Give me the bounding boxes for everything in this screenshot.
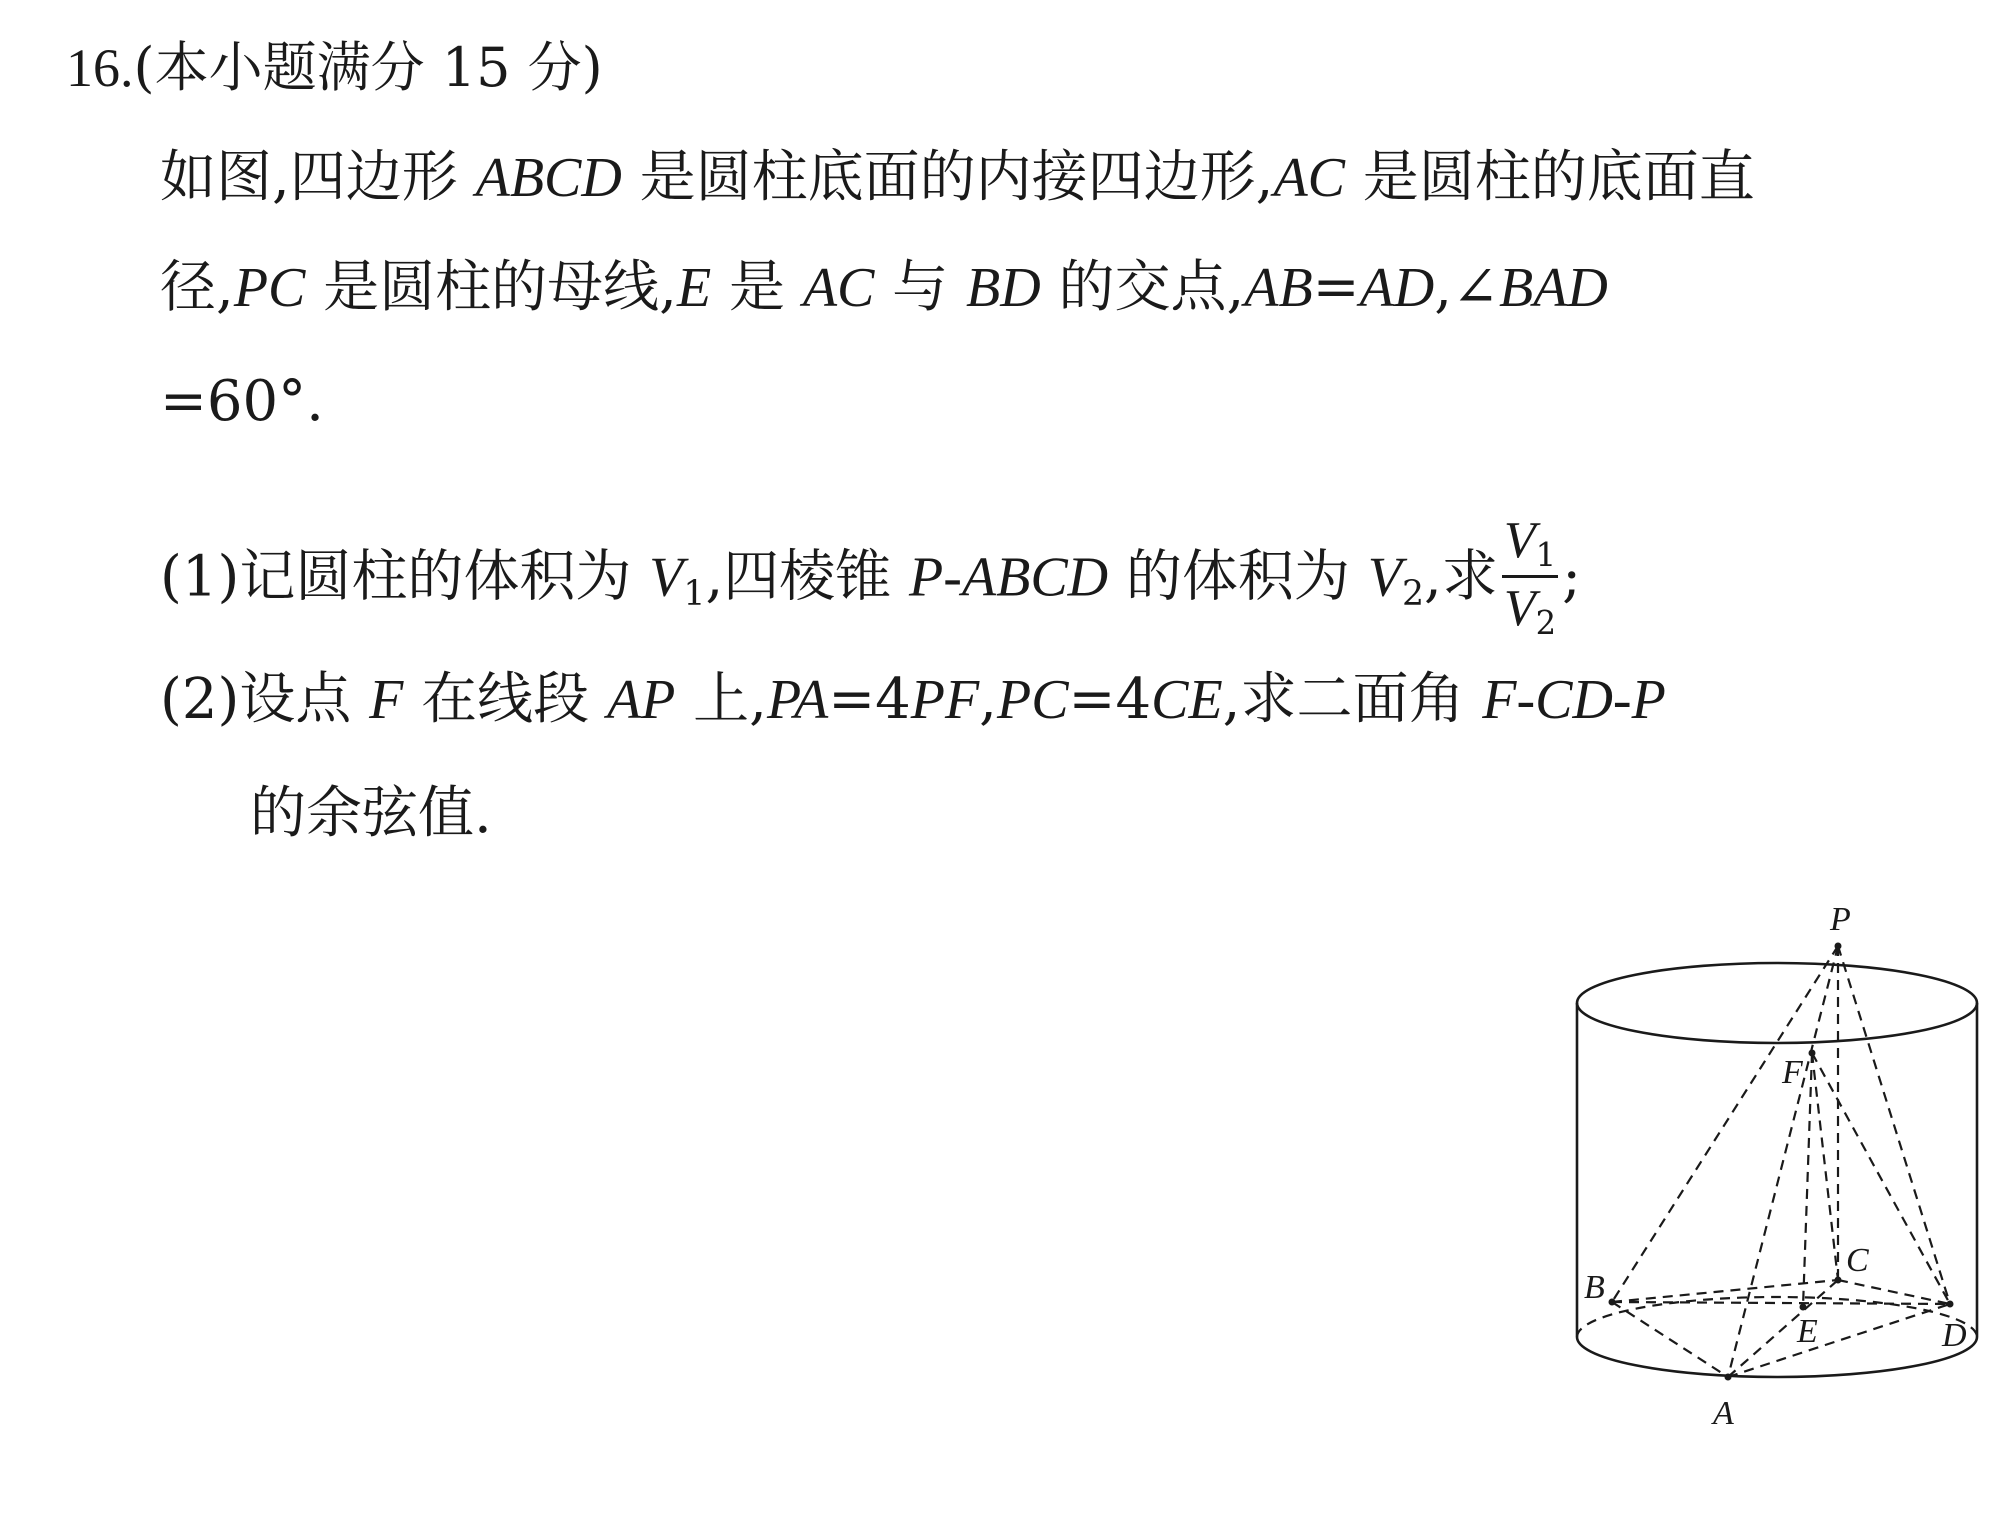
text: ,求二面角 bbox=[1222, 667, 1483, 732]
text: =60°. bbox=[160, 369, 324, 434]
math: V bbox=[1367, 546, 1402, 609]
text: ; bbox=[1562, 544, 1581, 610]
math: E bbox=[676, 257, 712, 319]
text: 是圆柱底面的内接四边形, bbox=[621, 145, 1274, 210]
problem-header bbox=[66, 36, 603, 100]
diagonal-BD bbox=[1612, 1302, 1950, 1304]
edge-PA bbox=[1728, 946, 1838, 1377]
math: V bbox=[1503, 512, 1536, 569]
edge-BA bbox=[1612, 1302, 1728, 1377]
point-F bbox=[1809, 1050, 1816, 1057]
text: ,四棱锥 bbox=[705, 544, 910, 610]
text: 是 bbox=[711, 255, 803, 320]
subscript: 2 bbox=[1401, 573, 1425, 614]
segment-FE bbox=[1803, 1053, 1812, 1307]
math: F-CD-P bbox=[1482, 669, 1666, 731]
subscript: 1 bbox=[683, 573, 706, 614]
subscript: 2 bbox=[1535, 604, 1557, 643]
point-E bbox=[1800, 1304, 1807, 1311]
point-C bbox=[1835, 1277, 1842, 1284]
intro-line-2 bbox=[160, 256, 1608, 320]
problem-number: 16. bbox=[66, 38, 134, 98]
cylinder-top-ellipse bbox=[1577, 963, 1977, 1043]
text: 的体积为 bbox=[1108, 544, 1368, 610]
intro-line-3 bbox=[160, 370, 324, 434]
cylinder-bottom-front-arc bbox=[1577, 1337, 1977, 1377]
math: AC bbox=[1273, 147, 1345, 209]
segment-FD bbox=[1812, 1053, 1950, 1304]
text: =4 bbox=[828, 667, 911, 732]
part-1 bbox=[160, 512, 1581, 644]
math: V bbox=[1503, 580, 1536, 638]
intro-line-1 bbox=[160, 146, 1755, 210]
fraction-numerator bbox=[1502, 514, 1558, 578]
text: , bbox=[979, 667, 997, 732]
label-E: E bbox=[1797, 1313, 1818, 1350]
fraction-v1-over-v2 bbox=[1502, 512, 1558, 643]
text: 的余弦值. bbox=[250, 781, 492, 846]
math: P-ABCD bbox=[909, 546, 1109, 609]
text: 与 bbox=[874, 255, 966, 320]
label-B: B bbox=[1584, 1269, 1605, 1306]
math: AC bbox=[802, 257, 875, 319]
text: ,求 bbox=[1424, 544, 1498, 610]
math: V bbox=[649, 546, 684, 609]
math: PC bbox=[233, 257, 306, 319]
text: ,∠ bbox=[1434, 255, 1499, 320]
math: PF bbox=[910, 669, 980, 731]
point-B bbox=[1609, 1299, 1616, 1306]
segment-FC bbox=[1812, 1053, 1838, 1280]
label-D: D bbox=[1942, 1317, 1967, 1354]
text: 是圆柱的底面直 bbox=[1345, 145, 1755, 210]
math: AP bbox=[606, 669, 676, 731]
edge-CD bbox=[1838, 1280, 1950, 1304]
math: ABCD bbox=[475, 147, 622, 209]
cylinder-pyramid-figure bbox=[1560, 880, 2000, 1440]
math: PA bbox=[766, 669, 829, 731]
math: AD bbox=[1359, 257, 1435, 319]
text: 如图,四边形 bbox=[160, 145, 476, 210]
part-2-line-2 bbox=[250, 782, 492, 846]
label-P: P bbox=[1830, 901, 1851, 938]
problem-score: (本小题满分 15 分) bbox=[133, 36, 603, 99]
text: (2)设点 bbox=[160, 667, 370, 732]
math: BD bbox=[965, 257, 1041, 319]
point-D bbox=[1947, 1301, 1954, 1308]
text: 在线段 bbox=[403, 667, 607, 732]
text: = bbox=[1312, 255, 1360, 320]
math: F bbox=[369, 669, 404, 731]
text: 上, bbox=[675, 667, 767, 732]
point-A bbox=[1725, 1374, 1732, 1381]
text: 是圆柱的母线, bbox=[305, 255, 677, 320]
label-C: C bbox=[1846, 1242, 1869, 1279]
text: =4 bbox=[1068, 667, 1152, 732]
math: AB bbox=[1244, 257, 1313, 319]
diagonal-AC bbox=[1728, 1280, 1838, 1377]
math: PC bbox=[996, 669, 1069, 731]
part-2-line-1 bbox=[160, 668, 1666, 732]
math: CE bbox=[1151, 669, 1223, 731]
text: 的交点, bbox=[1040, 255, 1245, 320]
label-F: F bbox=[1782, 1054, 1803, 1091]
fraction-denominator bbox=[1502, 578, 1558, 643]
label-A: A bbox=[1713, 1395, 1734, 1432]
point-P bbox=[1835, 943, 1842, 950]
text: 径, bbox=[160, 255, 234, 320]
text: (1)记圆柱的体积为 bbox=[160, 544, 650, 610]
math: BAD bbox=[1498, 257, 1608, 319]
subscript: 1 bbox=[1535, 536, 1557, 575]
